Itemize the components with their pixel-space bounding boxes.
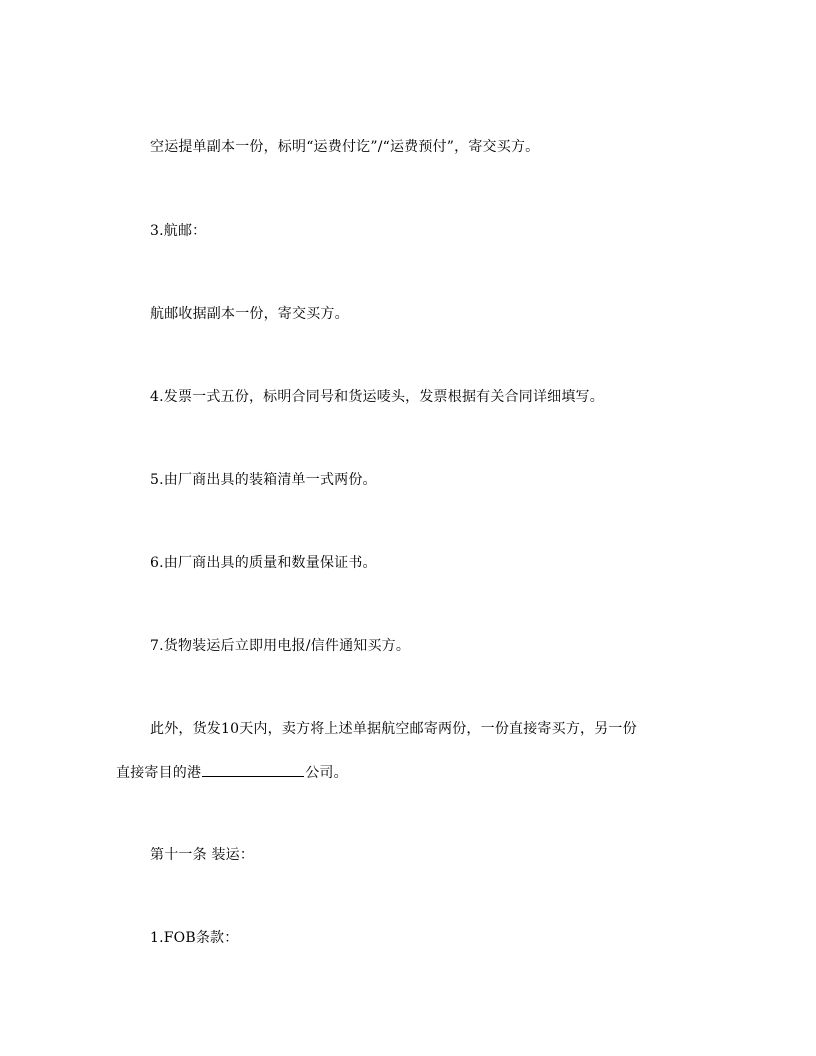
item-4-invoice: 4.发票一式五份，标明合同号和货运唛头，发票根据有关合同详细填写。 <box>150 389 604 405</box>
text-before-blank: 直接寄目的港 <box>116 765 202 781</box>
paragraph-documents-mailing-continued <box>116 762 348 783</box>
fill-in-blank-line <box>202 762 304 777</box>
paragraph-airmail-receipt: 航邮收据副本一份，寄交买方。 <box>150 306 349 322</box>
text-after-blank: 公司。 <box>305 765 348 781</box>
paragraph-airway-bill: 空运提单副本一份，标明“运费付讫”/“运费预付”，寄交买方。 <box>150 139 540 155</box>
item-6-quality-certificate: 6.由厂商出具的质量和数量保证书。 <box>150 555 377 571</box>
paragraph-documents-mailing: 此外，货发10天内，卖方将上述单据航空邮寄两份，一份直接寄买方，另一份 <box>150 721 637 737</box>
article-11-heading: 第十一条 装运： <box>150 847 255 863</box>
item-1-fob-terms: 1.FOB条款： <box>150 930 239 946</box>
item-7-shipping-notice: 7.货物装运后立即用电报/信件通知买方。 <box>150 638 411 654</box>
item-5-packing-list: 5.由厂商出具的装箱清单一式两份。 <box>150 472 377 488</box>
item-3-airmail-heading: 3.航邮： <box>150 223 207 239</box>
